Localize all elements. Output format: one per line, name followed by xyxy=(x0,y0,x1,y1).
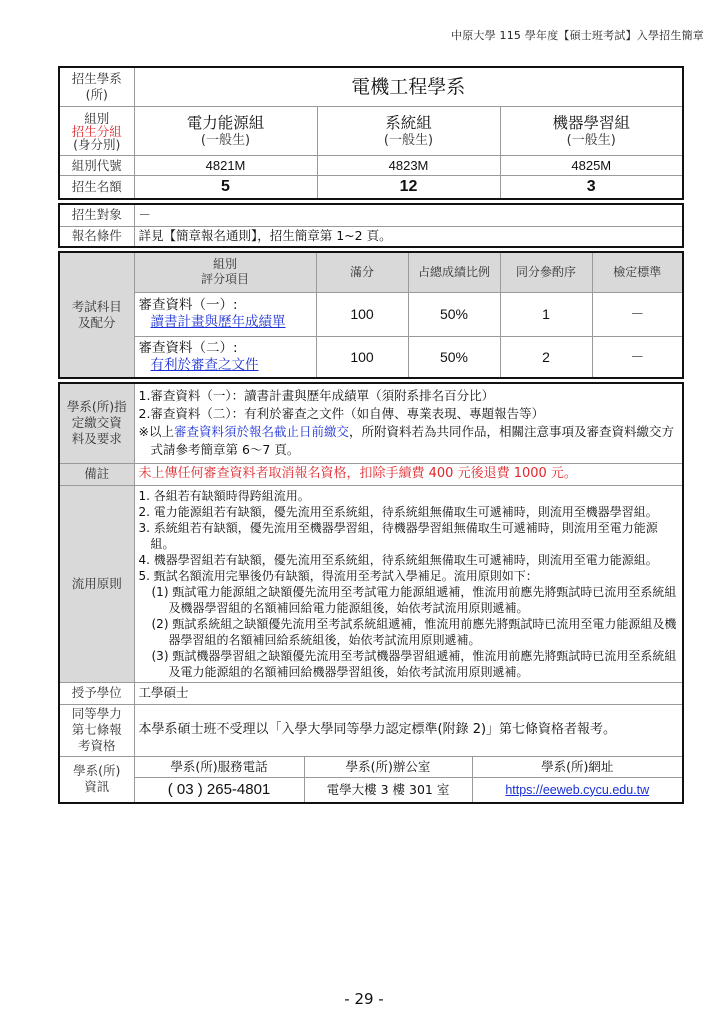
transfer-item: 1. 各組若有缺額時得跨組流用。 xyxy=(138,488,310,503)
exam-item-subtitle: 讀書計畫與歷年成績單 xyxy=(150,314,286,330)
quota-label: 招生名額 xyxy=(59,176,134,200)
exam-standard: － xyxy=(592,292,683,336)
group-code: 4823M xyxy=(317,156,500,176)
admission-table xyxy=(58,66,684,804)
group-cell xyxy=(134,107,317,156)
eligibility-block xyxy=(58,203,684,248)
group-identity: (一般生) xyxy=(200,133,251,148)
transfer-item: 3. 系統組若有缺額，優先流用至機器學習組，待機器學習組無備取生可遞補時，則流用至電力能源組。 xyxy=(138,520,658,551)
group-code: 4821M xyxy=(134,156,317,176)
documents-note xyxy=(139,423,679,459)
group-quota: 3 xyxy=(500,176,683,200)
documents-label: 學系(所)指定繳交資料及要求 xyxy=(59,383,134,463)
equivalent-value: 本學系碩士班不受理以「入學大學同等學力認定標準(附錄 2)」第七條資格者報考。 xyxy=(134,704,683,756)
contact-phone: ( 03 ) 265-4801 xyxy=(134,777,304,803)
documents-note-prefix: ※以上 xyxy=(138,424,174,440)
contact-web-header: 學系(所)網址 xyxy=(472,756,683,777)
transfer-item: 4. 機器學習組若有缺額，優先流用至系統組，待系統組無備取生可遞補時，則流用至電力能源組。 xyxy=(138,552,658,567)
exam-block xyxy=(58,251,684,379)
exam-row xyxy=(59,336,683,378)
group-code: 4825M xyxy=(500,156,683,176)
exam-item-title: 審查資料（二）: xyxy=(138,339,238,356)
transfer-item: 2. 電力能源組若有缺額，優先流用至系統組，待系統組無備取生可遞補時，則流用至機器學習組。 xyxy=(138,504,658,519)
conditions-label: 報名條件 xyxy=(59,226,134,247)
code-label: 組別代號 xyxy=(59,156,134,176)
exam-tie-order: 2 xyxy=(500,336,592,378)
group-quota: 5 xyxy=(134,176,317,200)
group-label-line1: 組別 xyxy=(84,110,110,126)
department-block xyxy=(58,66,684,200)
degree-label: 授予學位 xyxy=(59,682,134,704)
group-quota: 12 xyxy=(317,176,500,200)
exam-item-subtitle: 有利於審查之文件 xyxy=(150,356,259,373)
transfer-label: 流用原則 xyxy=(59,485,134,682)
contact-web-link[interactable]: https://eeweb.cycu.edu.tw xyxy=(505,782,650,797)
transfer-sub-item: (2) 甄試系統組之缺額優先流用至考試系統組遞補，惟流用前應先將甄試時已流用至電力能源組及機器學習組的名額補回給系統組後，始依考試流用原則遞補。 xyxy=(151,616,677,647)
dept-name: 電機工程學系 xyxy=(134,67,683,107)
exam-weight: 50% xyxy=(408,292,500,336)
exam-item xyxy=(134,336,316,378)
target-value: － xyxy=(134,204,683,226)
exam-header-line2: 評分項目 xyxy=(200,272,249,287)
contact-office: 電學大樓 3 樓 301 室 xyxy=(304,777,472,803)
equivalent-label: 同等學力第七條報考資格 xyxy=(59,704,134,756)
group-name: 機器學習組 xyxy=(552,114,630,132)
group-name: 電力能源組 xyxy=(186,114,265,132)
exam-header-item xyxy=(134,252,316,292)
contact-web-cell xyxy=(472,777,683,803)
group-cell xyxy=(500,107,683,156)
remarks-label: 備註 xyxy=(59,463,134,485)
contact-label: 學系(所)資訊 xyxy=(59,756,134,803)
documents-note-suffix: ，所附資料若為共同作品，相關注意事項及審查資料繳交方式請參考簡章第 6～7 頁。 xyxy=(150,424,675,458)
transfer-sub-item: (1) 甄試電力能源組之缺額優先流用至考試電力能源組遞補，惟流用前應先將甄試時已流用至系統組及機器學習組的名額補回給電力能源組後，始依考試流用原則遞補。 xyxy=(151,584,677,615)
target-label: 招生對象 xyxy=(59,204,134,226)
group-cell xyxy=(317,107,500,156)
exam-full-score: 100 xyxy=(316,336,408,378)
transfer-item: 5. 甄試名額流用完畢後仍有缺額，得流用至考試入學補足。流用原則如下： xyxy=(138,568,538,583)
group-label-line3: (身分別) xyxy=(73,136,121,152)
exam-full-score: 100 xyxy=(316,292,408,336)
exam-tie-order: 1 xyxy=(500,292,592,336)
exam-item-title: 審查資料（一）: xyxy=(138,297,238,313)
contact-phone-header: 學系(所)服務電話 xyxy=(134,756,304,777)
exam-standard: － xyxy=(592,336,683,378)
exam-weight: 50% xyxy=(408,336,500,378)
group-label-line2: 招生分組 xyxy=(71,123,122,139)
contact-office-header: 學系(所)辦公室 xyxy=(304,756,472,777)
details-block xyxy=(58,382,684,804)
exam-header-tie-order: 同分參酌序 xyxy=(500,252,592,292)
documents-note-highlight: 審查資料須於報名截止日前繳交 xyxy=(173,424,349,440)
degree-value: 工學碩士 xyxy=(134,682,683,704)
group-label xyxy=(59,107,134,156)
exam-header-line1: 組別 xyxy=(212,257,237,272)
exam-header-weight: 占總成績比例 xyxy=(408,252,500,292)
conditions-value: 詳見【簡章報名通則】，招生簡章第 1~2 頁。 xyxy=(134,226,683,247)
exam-row xyxy=(59,292,683,336)
exam-header-full-score: 滿分 xyxy=(316,252,408,292)
exam-label: 考試科目及配分 xyxy=(59,252,134,378)
transfer-content xyxy=(134,485,683,682)
group-name: 系統組 xyxy=(385,114,432,132)
group-identity: (一般生) xyxy=(566,133,616,148)
remarks-text: 未上傳任何審查資料者取消報名資格，扣除手續費 400 元後退費 1000 元。 xyxy=(134,463,683,485)
dept-label: 招生學系(所) xyxy=(59,67,134,107)
exam-item xyxy=(134,292,316,336)
page-number: - 29 - xyxy=(344,990,384,1008)
group-identity: (一般生) xyxy=(383,133,434,148)
exam-header-standard: 檢定標準 xyxy=(592,252,683,292)
documents-item-2: 2.審查資料（二）：有利於審查之文件（如自傳、專業表現、專題報告等） xyxy=(138,406,545,422)
documents-content xyxy=(134,383,683,463)
documents-item-1: 1.審查資料（一）：讀書計畫與歷年成績單（須附系排名百分比） xyxy=(138,388,495,404)
transfer-sub-item: (3) 甄試機器學習組之缺額優先流用至考試機器學習組遞補，惟流用前應先將甄試時已流用至系統組及電力能源組的名額補回給機器學習組後，始依考試流用原則遞補。 xyxy=(151,648,677,679)
page-header: 中原大學 115 學年度【碩士班考試】入學招生簡章 xyxy=(451,29,704,42)
